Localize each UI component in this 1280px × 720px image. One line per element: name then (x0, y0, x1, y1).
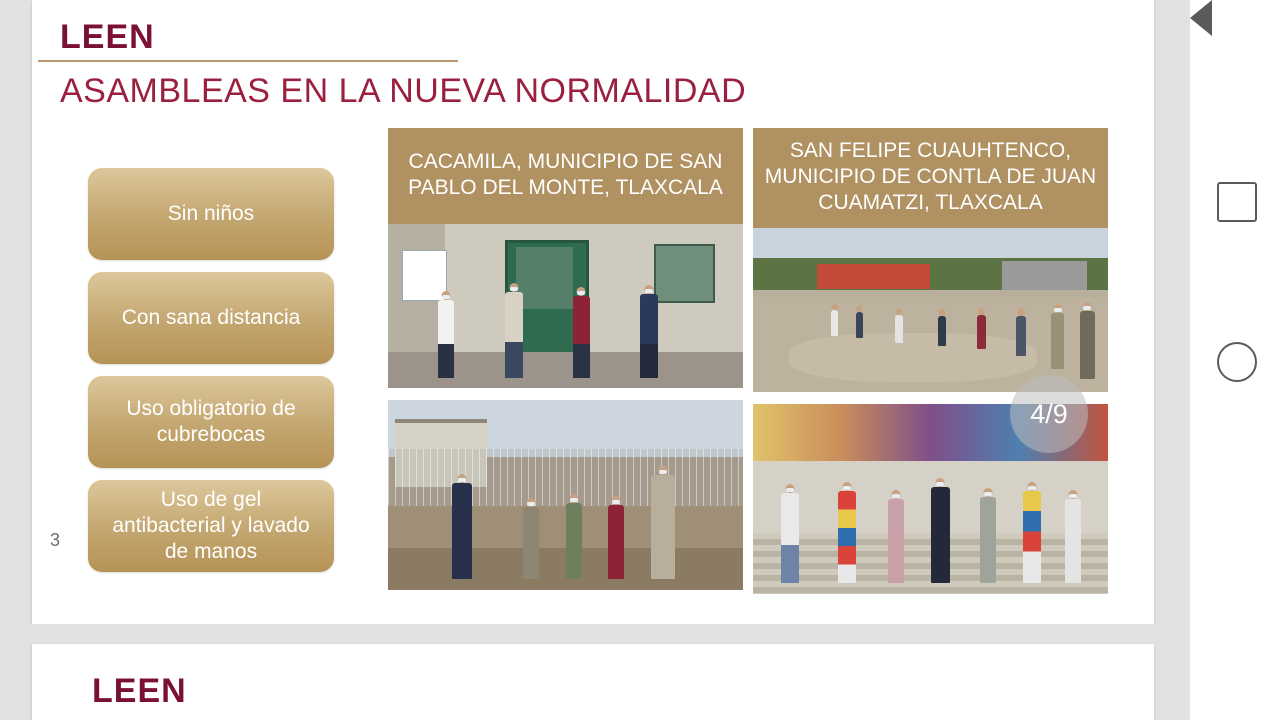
photo-caption-left: CACAMILA, MUNICIPIO DE SAN PABLO DEL MONTE, TLAXCALA (388, 128, 743, 224)
back-icon[interactable] (1190, 0, 1212, 36)
measure-pill-3-label: Uso obligatorio de cubrebocas (126, 396, 296, 446)
slide-separator (32, 624, 1154, 644)
home-icon[interactable] (1217, 342, 1257, 382)
slide-page-number: 3 (50, 530, 61, 550)
next-slide-brand: LEEN (92, 672, 187, 710)
photo-caption-right: SAN FELIPE CUAUHTENCO, MUNICIPIO DE CONTLA DE JUAN CUAMATZI, TLAXCALA (753, 128, 1108, 228)
measure-pill-4 (88, 480, 334, 572)
measures-list (88, 168, 334, 584)
brand-logo: LEEN (60, 18, 155, 56)
measure-pill-1 (88, 168, 334, 260)
photo-column-right (753, 128, 1108, 594)
page-title: ASAMBLEAS EN LA NUEVA NORMALIDAD (60, 72, 747, 110)
slide-page-4 (32, 644, 1154, 720)
measure-pill-4-label: Uso de gel antibacterial y lavado de manos (112, 487, 310, 564)
recent-apps-icon[interactable] (1217, 182, 1257, 222)
photo-cacamila-school (388, 224, 743, 388)
photo-sanfelipe-plaza (753, 228, 1108, 392)
photo-cacamila-road (388, 400, 743, 590)
slide-page-3 (32, 0, 1154, 624)
measure-pill-2-label: Con sana distancia (121, 305, 301, 329)
measure-pill-1-label: Sin niños (167, 201, 255, 225)
android-navigation-bar (1190, 0, 1280, 720)
page-indicator: 4/9 (1010, 375, 1088, 453)
photo-grid (388, 128, 1113, 594)
photo-column-left (388, 128, 743, 590)
measure-pill-2 (88, 272, 334, 364)
brand-divider (38, 60, 458, 62)
measure-pill-3 (88, 376, 334, 468)
